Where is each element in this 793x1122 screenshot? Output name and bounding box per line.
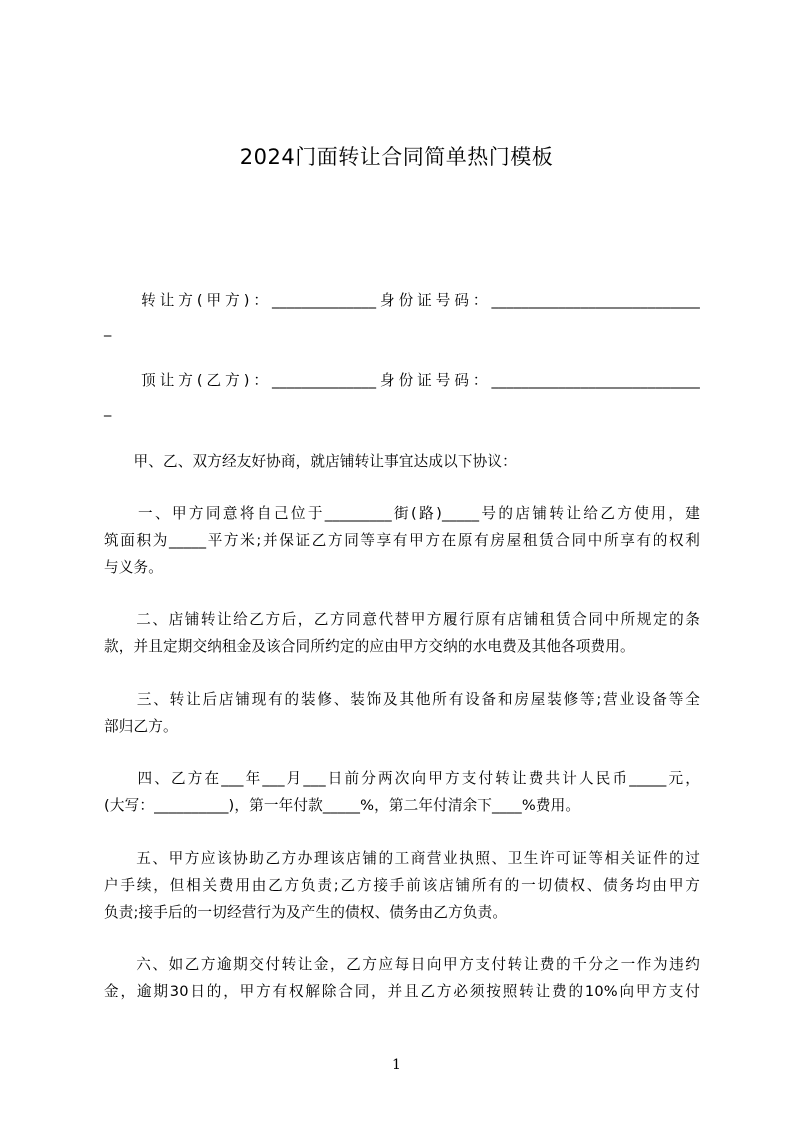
clause-2-line-1: 二、店铺转让给乙方后，乙方同意代替甲方履行原有店铺租赁合同中所规定的条 [104,611,700,628]
clause-3-line-1: 三、转让后店铺现有的装修、装饰及其他所有设备和房屋装修等;营业设备等全 [104,691,700,708]
transferee-line: 顶让方(乙方)：______________身份证号码：____________________________ [104,372,700,389]
clause-5-line-2: 户手续，但相关费用由乙方负责;乙方接手前该店铺所有的一切债权、债务均由甲方 [104,877,700,894]
clause-4-line-2: (大写：__________)，第一年付款_____%，第二年付清余下____%费用。 [104,797,581,814]
clause-3-line-2: 部归乙方。 [104,718,178,735]
clause-5-line-1: 五、甲方应该协助乙方办理该店铺的工商营业执照、卫生许可证等相关证件的过 [104,850,700,867]
clause-1-line-3: 与义务。 [104,559,163,576]
clause-2-line-2: 款，并且定期交纳租金及该合同所约定的应由甲方交纳的水电费及其他各项费用。 [104,638,635,655]
clause-6-line-1: 六、如乙方逾期交付转让金，乙方应每日向甲方支付转让费的千分之一作为违约 [104,956,700,973]
clause-1-line-1: 一、甲方同意将自己位于_________街(路)_____号的店铺转让给乙方使用，建 [104,505,700,522]
page-number: 1 [392,1057,401,1073]
transferee-line-continuation: _ [104,400,112,417]
transferor-line-continuation: _ [104,320,112,337]
agreement-intro: 甲、乙、双方经友好协商，就店铺转让事宜达成以下协议： [104,453,517,470]
clause-4-line-1: 四、乙方在___年___月___日前分两次向甲方支付转让费共计人民币_____元， [104,770,700,787]
clause-5-line-3: 负责;接手后的一切经营行为及产生的债权、债务由乙方负责。 [104,904,508,921]
clause-1-line-2: 筑面积为_____平方米;并保证乙方同等享有甲方在原有房屋租赁合同中所享有的权利 [104,532,700,549]
clause-6-line-2: 金，逾期30日的，甲方有权解除合同，并且乙方必须按照转让费的10%向甲方支付 [104,983,700,1000]
transferor-line: 转让方(甲方)：______________身份证号码：____________________________ [104,292,700,309]
document-title: 2024门面转让合同简单热门模板 [239,145,554,169]
